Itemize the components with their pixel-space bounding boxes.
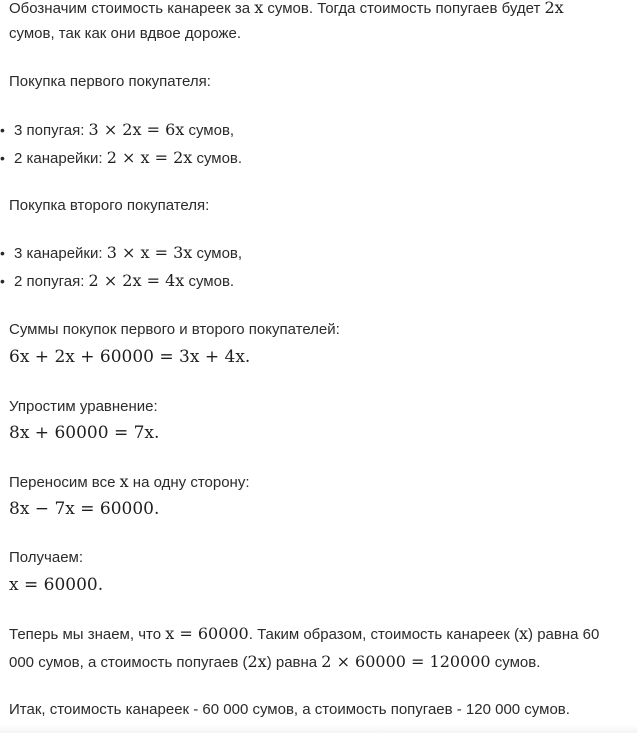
conclusion-text: . Таким образом, стоимость канареек (	[248, 626, 520, 643]
bottom-fade	[0, 725, 637, 733]
item-math: 3 × x = 3x	[106, 243, 193, 262]
list-item	[0, 269, 234, 294]
buyer1-heading: Покупка первого покупателя:	[9, 73, 211, 90]
math-2x: 2x	[544, 0, 564, 17]
bullet-icon: •	[0, 273, 5, 289]
item-label: 3 попугая:	[14, 122, 89, 139]
item-label: 2 канарейки:	[14, 150, 107, 167]
item-math: 2 × x = 2x	[106, 148, 193, 167]
math-x: x	[519, 624, 529, 643]
list-item	[0, 118, 234, 143]
simplify-heading: Упростим уравнение:	[9, 398, 158, 415]
math-2x: 2x	[247, 652, 267, 671]
conclusion-text: сумов.	[490, 654, 541, 671]
result-heading: Получаем:	[9, 549, 84, 566]
intro-line-1	[9, 0, 564, 21]
sums-equation: 6x + 2x + 60000 = 3x + 4x.	[9, 347, 251, 367]
result-equation: x = 60000.	[9, 575, 104, 595]
conclusion-line-1	[9, 622, 599, 647]
bullet-icon: •	[0, 245, 5, 261]
math-parrot-cost: 2 × 60000 = 120000	[321, 652, 491, 671]
item-suffix: сумов.	[192, 150, 243, 167]
move-text: Переносим все	[9, 474, 120, 491]
final-answer: Итак, стоимость канареек - 60 000 сумов, а стоимость попугаев - 120 000 сумов.	[9, 701, 570, 718]
buyer2-heading: Покупка второго покупателя:	[9, 197, 210, 214]
intro-line-2	[9, 22, 241, 46]
item-math: 2 × 2x = 4x	[88, 271, 185, 290]
math-x: x	[254, 0, 264, 17]
conclusion-text: 000 сумов, а стоимость попугаев (	[9, 654, 248, 671]
intro-text: Обозначим стоимость канареек за	[9, 0, 255, 17]
intro-text: сумов. Тогда стоимость попугаев будет	[263, 0, 545, 17]
move-text: на одну сторону:	[128, 474, 250, 491]
bullet-icon: •	[0, 150, 5, 166]
conclusion-text: ) равна	[266, 654, 322, 671]
item-math: 3 × 2x = 6x	[88, 120, 185, 139]
item-label: 2 попугая:	[14, 273, 89, 290]
list-item	[0, 241, 242, 266]
item-suffix: сумов,	[184, 122, 235, 139]
math-x-value: x = 60000	[165, 624, 249, 643]
conclusion-text: Теперь мы знаем, что	[9, 626, 166, 643]
intro-text: сумов, так как они вдвое дороже.	[9, 25, 242, 42]
move-heading	[9, 470, 250, 495]
conclusion-text: ) равна 60	[528, 626, 600, 643]
bullet-icon: •	[0, 122, 5, 138]
item-suffix: сумов.	[184, 273, 235, 290]
item-suffix: сумов,	[192, 245, 243, 262]
conclusion-line-2	[9, 650, 540, 675]
move-equation: 8x − 7x = 60000.	[9, 499, 160, 519]
math-x: x	[119, 472, 129, 491]
list-item	[0, 146, 242, 171]
item-label: 3 канарейки:	[14, 245, 107, 262]
simplify-equation: 8x + 60000 = 7x.	[9, 423, 160, 443]
sums-heading: Суммы покупок первого и второго покупателей:	[9, 321, 340, 338]
